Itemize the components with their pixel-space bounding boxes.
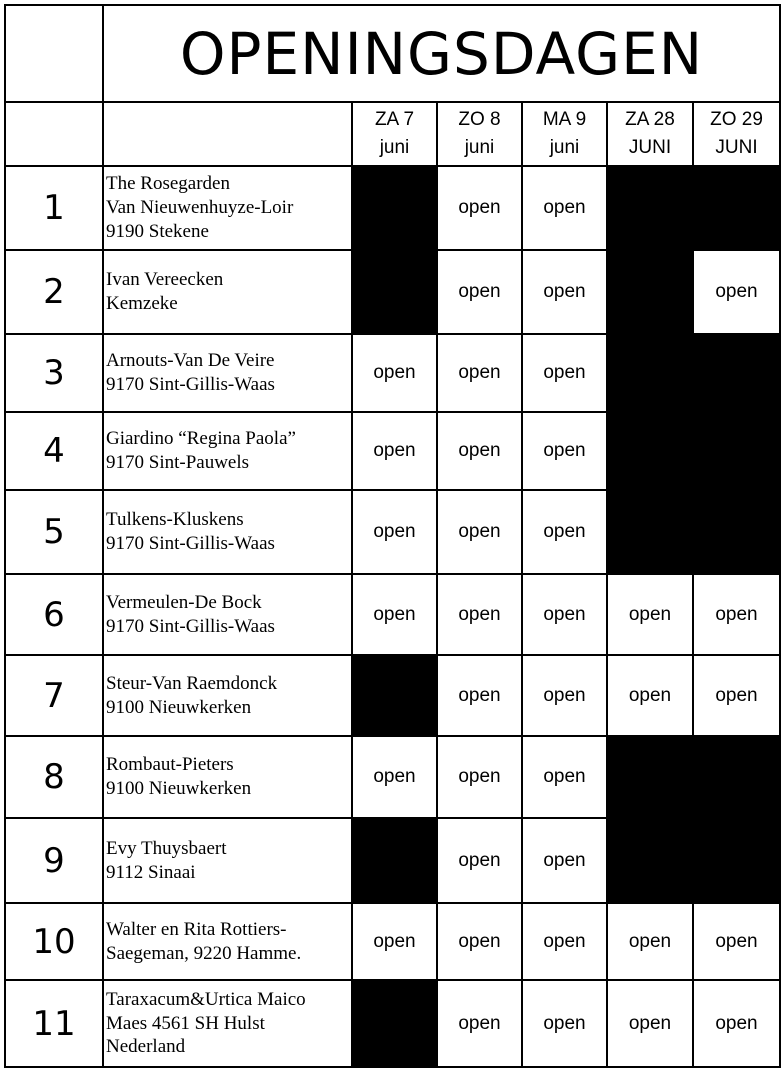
garden-name: Arnouts-Van De Veire 9170 Sint-Gillis-Waas xyxy=(103,334,352,412)
month-label: juni xyxy=(464,137,495,158)
closed-slot xyxy=(693,736,780,818)
open-slot: open xyxy=(437,736,522,818)
open-slot: open xyxy=(437,980,522,1067)
garden-name: Rombaut-Pieters 9100 Nieuwkerken xyxy=(103,736,352,818)
table-row xyxy=(5,490,780,574)
open-slot: open xyxy=(693,655,780,736)
closed-slot xyxy=(607,412,693,490)
closed-slot xyxy=(352,818,437,903)
day-label: ZA 7 xyxy=(374,109,415,131)
opening-days-table xyxy=(4,4,781,1068)
page-title: OPENINGSDAGEN xyxy=(103,5,780,102)
garden-name: Evy Thuysbaert 9112 Sinaai xyxy=(103,818,352,903)
garden-number: 10 xyxy=(5,903,103,980)
open-slot: open xyxy=(607,980,693,1067)
closed-slot xyxy=(352,166,437,250)
garden-number: 7 xyxy=(5,655,103,736)
table-row xyxy=(5,166,780,250)
open-slot: open xyxy=(693,903,780,980)
title-row xyxy=(5,5,780,102)
open-slot: open xyxy=(437,655,522,736)
day-header xyxy=(437,102,522,166)
garden-name: Giardino “Regina Paola” 9170 Sint-Pauwels xyxy=(103,412,352,490)
open-slot: open xyxy=(693,250,780,334)
closed-slot xyxy=(693,818,780,903)
day-header-row xyxy=(5,102,780,166)
garden-number: 3 xyxy=(5,334,103,412)
table-row xyxy=(5,736,780,818)
day-label: MA 9 xyxy=(542,109,587,131)
garden-name: The Rosegarden Van Nieuwenhuyze-Loir 9190 Stekene xyxy=(103,166,352,250)
open-slot: open xyxy=(352,490,437,574)
open-slot: open xyxy=(522,166,607,250)
closed-slot xyxy=(693,166,780,250)
table-row xyxy=(5,334,780,412)
garden-number: 6 xyxy=(5,574,103,655)
open-slot: open xyxy=(522,736,607,818)
garden-number: 2 xyxy=(5,250,103,334)
garden-name: Taraxacum&Urtica Maico Maes 4561 SH Hulst Nederland xyxy=(103,980,352,1067)
open-slot: open xyxy=(437,574,522,655)
open-slot: open xyxy=(693,980,780,1067)
day-header xyxy=(522,102,607,166)
open-slot: open xyxy=(693,574,780,655)
open-slot: open xyxy=(437,903,522,980)
closed-slot xyxy=(607,818,693,903)
open-slot: open xyxy=(352,412,437,490)
open-slot: open xyxy=(522,334,607,412)
open-slot: open xyxy=(437,334,522,412)
month-label: JUNI xyxy=(715,137,758,158)
garden-name: Walter en Rita Rottiers- Saegeman, 9220 Hamme. xyxy=(103,903,352,980)
open-slot: open xyxy=(352,334,437,412)
open-slot: open xyxy=(437,166,522,250)
closed-slot xyxy=(607,334,693,412)
closed-slot xyxy=(352,250,437,334)
closed-slot xyxy=(352,980,437,1067)
table-row xyxy=(5,250,780,334)
open-slot: open xyxy=(522,250,607,334)
open-slot: open xyxy=(522,818,607,903)
month-label: juni xyxy=(379,137,410,158)
open-slot: open xyxy=(522,412,607,490)
open-slot: open xyxy=(522,655,607,736)
garden-name: Vermeulen-De Bock 9170 Sint-Gillis-Waas xyxy=(103,574,352,655)
garden-number: 11 xyxy=(5,980,103,1067)
garden-number: 4 xyxy=(5,412,103,490)
month-label: JUNI xyxy=(628,137,672,158)
open-slot: open xyxy=(352,736,437,818)
closed-slot xyxy=(607,490,693,574)
closed-slot xyxy=(607,736,693,818)
table-row xyxy=(5,818,780,903)
closed-slot xyxy=(607,250,693,334)
open-slot: open xyxy=(522,574,607,655)
table-row xyxy=(5,903,780,980)
closed-slot xyxy=(693,412,780,490)
table-row xyxy=(5,412,780,490)
day-label: ZO 8 xyxy=(458,109,501,131)
open-slot: open xyxy=(437,818,522,903)
header-blank-number xyxy=(5,102,103,166)
garden-name: Tulkens-Kluskens 9170 Sint-Gillis-Waas xyxy=(103,490,352,574)
open-slot: open xyxy=(437,490,522,574)
open-slot: open xyxy=(352,903,437,980)
open-slot: open xyxy=(607,655,693,736)
corner-cell xyxy=(5,5,103,102)
open-slot: open xyxy=(607,574,693,655)
garden-name: Steur-Van Raemdonck 9100 Nieuwkerken xyxy=(103,655,352,736)
open-slot: open xyxy=(522,903,607,980)
closed-slot xyxy=(693,490,780,574)
open-slot: open xyxy=(607,903,693,980)
day-label: ZA 28 xyxy=(625,109,675,131)
day-header xyxy=(352,102,437,166)
day-label: ZO 29 xyxy=(710,109,763,131)
table-row xyxy=(5,980,780,1067)
closed-slot xyxy=(693,334,780,412)
garden-number: 5 xyxy=(5,490,103,574)
table-row xyxy=(5,655,780,736)
closed-slot xyxy=(352,655,437,736)
day-header xyxy=(607,102,693,166)
garden-number: 1 xyxy=(5,166,103,250)
garden-number: 8 xyxy=(5,736,103,818)
garden-name: Ivan Vereecken Kemzeke xyxy=(103,250,352,334)
header-blank-name xyxy=(103,102,352,166)
open-slot: open xyxy=(352,574,437,655)
open-slot: open xyxy=(522,980,607,1067)
closed-slot xyxy=(607,166,693,250)
open-slot: open xyxy=(437,250,522,334)
open-slot: open xyxy=(437,412,522,490)
open-slot: open xyxy=(522,490,607,574)
table-row xyxy=(5,574,780,655)
month-label: juni xyxy=(549,137,580,158)
day-header xyxy=(693,102,780,166)
garden-number: 9 xyxy=(5,818,103,903)
